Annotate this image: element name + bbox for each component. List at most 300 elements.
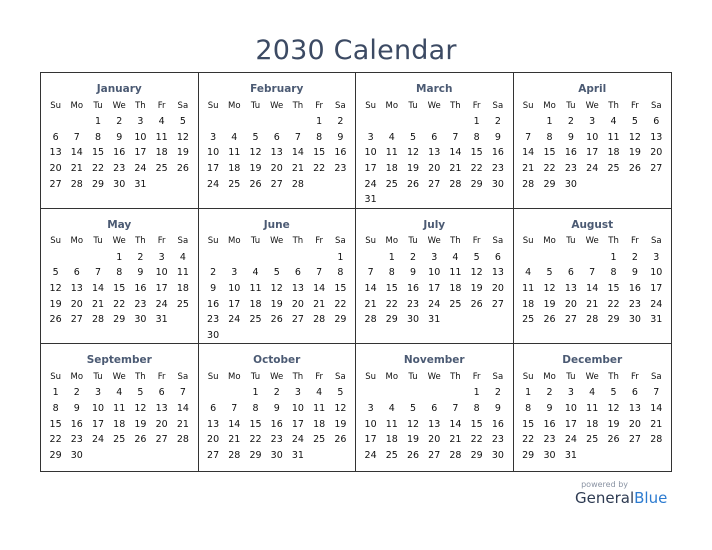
day-cell: 13	[628, 403, 641, 415]
weekday-header: Fr	[157, 236, 166, 247]
empty-day-cell	[518, 250, 539, 266]
day-cell: 28	[91, 314, 105, 326]
day-cell: 20	[49, 163, 62, 175]
weekday-header: Su	[522, 100, 534, 111]
empty-day-cell	[172, 448, 193, 464]
day-cell: 22	[385, 298, 398, 310]
day-cell: 11	[249, 283, 262, 295]
day-cell: 15	[470, 147, 483, 159]
day-cell: 3	[367, 131, 374, 143]
day-cell: 11	[385, 418, 398, 430]
day-cell: 4	[388, 131, 395, 143]
day-cell: 10	[155, 267, 168, 279]
weekday-header: Tu	[250, 100, 261, 111]
day-cell: 7	[231, 403, 238, 415]
day-cell: 16	[134, 283, 147, 295]
day-cell: 29	[522, 449, 535, 461]
day-cell: 9	[631, 267, 638, 279]
day-cell: 4	[179, 251, 186, 263]
weekday-header: Th	[608, 100, 619, 111]
day-cell: 15	[470, 418, 483, 430]
day-cell: 30	[207, 329, 220, 341]
weekday-header: Mo	[228, 100, 241, 111]
day-cell: 8	[473, 403, 480, 415]
month-february	[199, 73, 357, 209]
day-cell: 6	[631, 387, 638, 399]
day-cell: 13	[564, 283, 577, 295]
day-cell: 24	[586, 163, 599, 175]
weekday-header: We	[427, 371, 441, 382]
weekday-header: Su	[522, 236, 534, 247]
day-cell: 27	[428, 449, 441, 461]
day-cell: 25	[385, 178, 398, 190]
weekday-header: Tu	[408, 236, 418, 247]
day-cell: 27	[49, 178, 62, 190]
day-cell: 15	[522, 418, 535, 430]
day-cell: 9	[137, 267, 144, 279]
day-cell: 7	[316, 267, 323, 279]
day-cell: 13	[155, 403, 168, 415]
day-cell: 4	[158, 116, 165, 128]
empty-day-cell	[539, 250, 560, 266]
day-cell: 20	[628, 418, 641, 430]
day-cell: 21	[650, 418, 663, 430]
weekday-header: Fr	[315, 100, 323, 111]
weekday-header: We	[270, 236, 284, 247]
day-cell: 24	[207, 178, 220, 190]
day-cell: 27	[491, 298, 504, 310]
empty-day-cell	[381, 114, 402, 130]
day-cell: 18	[385, 163, 398, 175]
day-cell: 24	[155, 298, 168, 310]
weekday-header: We	[585, 100, 599, 111]
empty-day-cell	[560, 250, 581, 266]
month-june	[199, 209, 357, 345]
day-cell: 22	[470, 434, 483, 446]
empty-day-cell	[266, 114, 287, 130]
day-cell: 15	[313, 147, 326, 159]
day-cell: 12	[134, 403, 147, 415]
weekday-header: Th	[608, 371, 619, 382]
day-cell: 3	[294, 387, 301, 399]
weekday-header: Th	[450, 100, 461, 111]
weekday-header: We	[585, 236, 599, 247]
month-days-table	[45, 368, 194, 463]
empty-day-cell	[224, 250, 245, 266]
day-cell: 11	[385, 147, 398, 159]
month-days-table	[203, 368, 352, 463]
month-january	[41, 73, 199, 209]
day-cell: 3	[653, 251, 660, 263]
day-cell: 8	[52, 403, 59, 415]
day-cell: 1	[316, 116, 323, 128]
day-cell: 22	[113, 298, 126, 310]
day-cell: 21	[586, 298, 599, 310]
empty-day-cell	[266, 328, 287, 344]
day-cell: 27	[628, 434, 641, 446]
day-cell: 16	[270, 418, 283, 430]
empty-day-cell	[203, 114, 224, 130]
day-cell: 2	[337, 116, 344, 128]
day-cell: 2	[73, 387, 80, 399]
day-cell: 21	[522, 163, 535, 175]
day-cell: 6	[567, 267, 574, 279]
day-cell: 12	[334, 403, 347, 415]
day-cell: 3	[94, 387, 102, 399]
day-cell: 5	[631, 116, 638, 128]
day-cell: 23	[207, 314, 220, 326]
weekday-header: Sa	[650, 100, 662, 111]
day-cell: 27	[70, 314, 83, 326]
day-cell: 19	[406, 434, 420, 446]
day-cell: 6	[273, 131, 280, 143]
day-cell: 29	[385, 314, 398, 326]
day-cell: 13	[650, 131, 663, 143]
day-cell: 21	[449, 163, 462, 175]
day-cell: 8	[546, 131, 553, 143]
weekday-header: Su	[365, 100, 376, 111]
weekday-header: Th	[292, 100, 304, 111]
day-cell: 20	[428, 163, 441, 175]
weekday-header: Fr	[315, 236, 323, 247]
empty-day-cell	[582, 250, 603, 266]
month-name: September	[86, 354, 152, 367]
day-cell: 30	[113, 178, 126, 190]
day-cell: 9	[273, 403, 280, 415]
day-cell: 31	[364, 194, 377, 206]
day-cell: 7	[94, 267, 102, 279]
day-cell: 4	[525, 267, 532, 279]
day-cell: 25	[113, 434, 126, 446]
day-cell: 18	[313, 418, 326, 430]
weekday-header: Th	[608, 236, 619, 247]
month-name: February	[250, 83, 304, 95]
day-cell: 22	[249, 434, 262, 446]
month-name: June	[263, 218, 290, 231]
day-cell: 19	[607, 418, 620, 430]
day-cell: 1	[94, 116, 102, 128]
day-cell: 27	[428, 178, 441, 190]
weekday-header: Su	[50, 236, 61, 247]
day-cell: 7	[294, 131, 301, 143]
day-cell: 20	[291, 298, 304, 310]
day-cell: 16	[113, 147, 126, 159]
day-cell: 26	[628, 163, 641, 175]
weekday-header: Tu	[566, 236, 576, 247]
weekday-header: Th	[135, 236, 146, 247]
weekday-header: Tu	[93, 236, 103, 247]
weekday-header: Su	[50, 100, 61, 111]
day-cell: 11	[586, 403, 599, 415]
day-cell: 28	[313, 314, 326, 326]
day-cell: 24	[650, 298, 663, 310]
weekday-header: Mo	[385, 100, 399, 111]
day-cell: 25	[449, 298, 462, 310]
weekday-header: Sa	[177, 236, 189, 247]
day-cell: 12	[470, 267, 483, 279]
day-cell: 13	[491, 267, 504, 279]
day-cell: 9	[494, 403, 501, 415]
day-cell: 5	[546, 267, 553, 279]
month-august	[514, 209, 672, 345]
day-cell: 7	[452, 131, 459, 143]
day-cell: 18	[607, 147, 620, 159]
day-cell: 21	[449, 434, 462, 446]
day-cell: 19	[470, 283, 483, 295]
day-cell: 7	[525, 131, 532, 143]
weekday-header: Mo	[543, 100, 556, 111]
day-cell: 19	[334, 418, 347, 430]
day-cell: 24	[564, 434, 577, 446]
day-cell: 14	[313, 283, 326, 295]
day-cell: 8	[610, 267, 617, 279]
day-cell: 5	[409, 403, 417, 415]
day-cell: 6	[431, 131, 438, 143]
day-cell: 13	[270, 147, 283, 159]
empty-day-cell	[309, 176, 330, 192]
day-cell: 5	[137, 387, 144, 399]
day-cell: 17	[155, 283, 168, 295]
day-cell: 20	[650, 147, 663, 159]
day-cell: 22	[91, 163, 105, 175]
day-cell: 27	[155, 434, 168, 446]
day-cell: 29	[543, 178, 556, 190]
empty-day-cell	[487, 192, 508, 208]
empty-day-cell	[87, 448, 108, 464]
day-cell: 18	[249, 298, 262, 310]
empty-day-cell	[445, 385, 466, 401]
weekday-header: Th	[135, 100, 146, 111]
empty-day-cell	[172, 176, 193, 192]
empty-day-cell	[224, 114, 245, 130]
day-cell: 6	[158, 387, 165, 399]
day-cell: 15	[334, 283, 347, 295]
day-cell: 9	[116, 131, 123, 143]
day-cell: 26	[543, 314, 556, 326]
day-cell: 17	[207, 163, 220, 175]
empty-day-cell	[309, 328, 330, 344]
day-cell: 24	[134, 163, 147, 175]
brand-general-text: General	[575, 489, 635, 507]
empty-day-cell	[66, 114, 87, 130]
day-cell: 28	[364, 314, 377, 326]
day-cell: 17	[428, 283, 441, 295]
day-cell: 5	[409, 131, 417, 143]
empty-day-cell	[66, 250, 87, 266]
day-cell: 10	[564, 403, 577, 415]
month-october	[199, 344, 357, 471]
day-cell: 13	[207, 418, 220, 430]
day-cell: 7	[367, 267, 374, 279]
empty-day-cell	[582, 176, 603, 192]
day-cell: 13	[291, 283, 304, 295]
empty-day-cell	[402, 114, 423, 130]
month-march	[356, 73, 514, 209]
weekday-header: Sa	[335, 100, 346, 111]
weekday-header: Sa	[177, 371, 189, 382]
day-cell: 18	[113, 418, 126, 430]
day-cell: 9	[546, 403, 553, 415]
weekday-header: Su	[365, 371, 376, 382]
empty-day-cell	[330, 328, 351, 344]
day-cell: 19	[49, 298, 62, 310]
empty-day-cell	[172, 312, 193, 328]
day-cell: 11	[449, 267, 462, 279]
day-cell: 28	[522, 178, 535, 190]
weekday-header: Mo	[385, 371, 399, 382]
day-cell: 17	[564, 418, 577, 430]
empty-day-cell	[309, 250, 330, 266]
day-cell: 24	[364, 449, 377, 461]
empty-day-cell	[518, 114, 539, 130]
day-cell: 5	[337, 387, 344, 399]
day-cell: 25	[385, 449, 398, 461]
day-cell: 22	[49, 434, 62, 446]
day-cell: 19	[176, 147, 189, 159]
day-cell: 23	[491, 163, 504, 175]
weekday-header: Sa	[492, 236, 504, 247]
day-cell: 12	[249, 147, 262, 159]
day-cell: 14	[586, 283, 599, 295]
empty-day-cell	[266, 250, 287, 266]
day-cell: 1	[546, 116, 553, 128]
empty-day-cell	[203, 250, 224, 266]
empty-day-cell	[445, 114, 466, 130]
day-cell: 25	[313, 434, 326, 446]
empty-day-cell	[151, 176, 172, 192]
day-cell: 5	[52, 267, 59, 279]
day-cell: 14	[364, 283, 377, 295]
day-cell: 29	[607, 314, 620, 326]
day-cell: 11	[522, 283, 535, 295]
empty-day-cell	[402, 192, 423, 208]
weekday-header: Th	[292, 236, 304, 247]
day-cell: 8	[388, 267, 395, 279]
month-name: December	[562, 354, 623, 367]
month-name: May	[107, 218, 132, 231]
day-cell: 21	[176, 418, 189, 430]
month-days-table	[360, 233, 509, 328]
day-cell: 7	[589, 267, 596, 279]
day-cell: 9	[73, 403, 80, 415]
day-cell: 19	[628, 147, 641, 159]
day-cell: 21	[364, 298, 377, 310]
powered-by-text: powered by	[581, 480, 628, 489]
day-cell: 18	[449, 283, 462, 295]
day-cell: 20	[155, 418, 168, 430]
day-cell: 23	[134, 298, 147, 310]
day-cell: 3	[210, 131, 217, 143]
month-november	[356, 344, 514, 471]
empty-day-cell	[45, 250, 66, 266]
day-cell: 30	[628, 314, 641, 326]
day-cell: 25	[249, 314, 262, 326]
empty-day-cell	[603, 176, 624, 192]
day-cell: 21	[313, 298, 326, 310]
day-cell: 4	[116, 387, 123, 399]
day-cell: 1	[252, 387, 259, 399]
weekday-header: We	[270, 100, 284, 111]
empty-day-cell	[309, 448, 330, 464]
day-cell: 5	[273, 267, 280, 279]
day-cell: 19	[543, 298, 556, 310]
day-cell: 30	[543, 449, 556, 461]
day-cell: 26	[334, 434, 347, 446]
day-cell: 25	[228, 178, 241, 190]
day-cell: 8	[473, 131, 480, 143]
day-cell: 25	[522, 314, 535, 326]
brand-logo[interactable]	[575, 489, 667, 507]
day-cell: 2	[409, 251, 417, 263]
day-cell: 19	[134, 418, 147, 430]
weekday-header: We	[585, 371, 599, 382]
day-cell: 22	[543, 163, 556, 175]
empty-day-cell	[203, 385, 224, 401]
day-cell: 29	[334, 314, 347, 326]
weekday-header: Mo	[70, 371, 84, 382]
weekday-header: Th	[292, 371, 304, 382]
day-cell: 6	[210, 403, 217, 415]
empty-day-cell	[87, 250, 108, 266]
day-cell: 23	[564, 163, 577, 175]
empty-day-cell	[287, 114, 308, 130]
day-cell: 15	[543, 147, 556, 159]
day-cell: 17	[364, 434, 377, 446]
day-cell: 17	[91, 418, 105, 430]
month-days-table	[518, 233, 668, 328]
day-cell: 23	[113, 163, 126, 175]
weekday-header: Tu	[93, 371, 103, 382]
month-july	[356, 209, 514, 345]
day-cell: 21	[91, 298, 105, 310]
weekday-header: Fr	[631, 371, 639, 382]
day-cell: 14	[176, 403, 189, 415]
day-cell: 30	[491, 449, 504, 461]
weekday-header: Tu	[408, 371, 418, 382]
day-cell: 10	[228, 283, 241, 295]
day-cell: 20	[270, 163, 283, 175]
weekday-header: Sa	[335, 236, 346, 247]
day-cell: 29	[49, 449, 62, 461]
day-cell: 12	[543, 283, 556, 295]
empty-day-cell	[360, 114, 381, 130]
empty-day-cell	[245, 250, 266, 266]
day-cell: 12	[49, 283, 62, 295]
day-cell: 11	[313, 403, 326, 415]
day-cell: 27	[291, 314, 304, 326]
day-cell: 23	[270, 434, 283, 446]
day-cell: 23	[70, 434, 83, 446]
weekday-header: Tu	[250, 236, 261, 247]
day-cell: 11	[155, 131, 168, 143]
day-cell: 1	[388, 251, 395, 263]
day-cell: 11	[176, 267, 189, 279]
month-april	[514, 73, 672, 209]
day-cell: 18	[385, 434, 398, 446]
day-cell: 8	[525, 403, 532, 415]
day-cell: 4	[388, 403, 395, 415]
day-cell: 6	[52, 131, 59, 143]
day-cell: 17	[134, 147, 147, 159]
day-cell: 24	[291, 434, 304, 446]
weekday-header: We	[112, 371, 126, 382]
weekday-header: We	[112, 100, 126, 111]
weekday-header: Tu	[93, 100, 103, 111]
day-cell: 15	[49, 418, 62, 430]
empty-day-cell	[287, 250, 308, 266]
month-september	[41, 344, 199, 471]
day-cell: 28	[291, 178, 304, 190]
